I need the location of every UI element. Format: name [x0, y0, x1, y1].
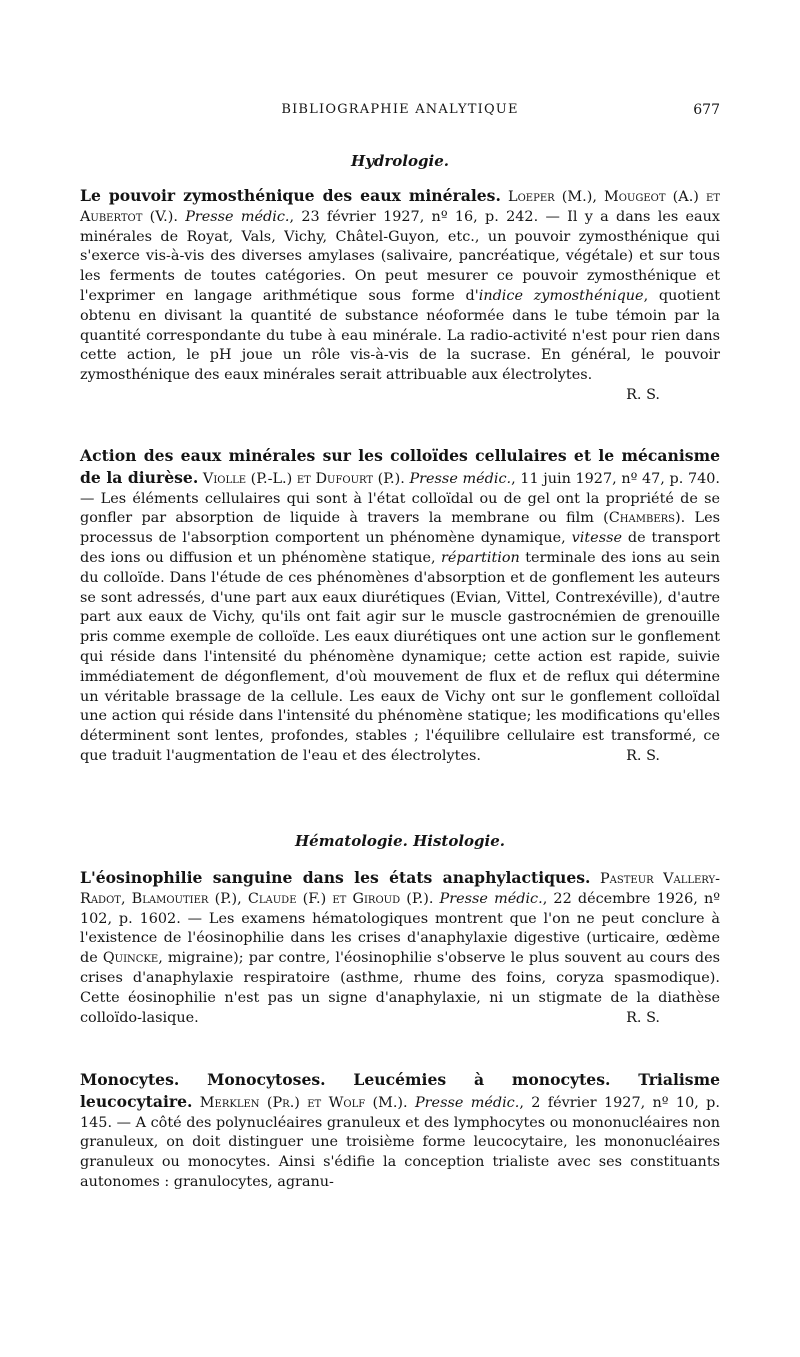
signature: R. S.	[626, 747, 660, 764]
article-title: Monocytes. Monocytoses. Leucémies à monocytes. Trialisme leucocytaire.	[80, 1070, 720, 1111]
citation: , 22 décembre 1926, nº 102, p. 1602.	[80, 890, 720, 927]
article-authors: Merklen (Pr.) et Wolf (M.).	[199, 1094, 408, 1111]
author-name: Quincke	[102, 950, 159, 967]
journal-name: Presse médic.	[185, 208, 290, 225]
article-text	[80, 868, 720, 1028]
section-heading-hematologie: Hématologie. Histologie.	[294, 832, 506, 850]
abstract-term: vitesse	[571, 530, 622, 547]
article-text	[80, 1070, 720, 1193]
article-eosinophilie	[80, 868, 720, 1028]
signature: R. S.	[626, 1009, 660, 1026]
citation: , 11 juin 1927, nº 47, p. 740.	[511, 470, 720, 487]
abstract-text: , migraine); par contre, l'éosinophilie s'observe le plus souvent au cours des crises d'anaphylaxie respiratoire (asthme, rhume des foins, coryza spasmodique). Cette éosinophilie n'est pas un signe d'anaphylaxie, ni un stigmate de la diathèse colloïdo-lasique.	[80, 950, 721, 1026]
page-header	[80, 102, 720, 126]
abstract-text: — A côté des polynucléaires granuleux et des lymphocytes ou mononucléaires non granuleux, on doit distinguer une troisième forme leucocytaire, les mononucléaires granuleux ou monocytes. Ainsi s'édifie la conception trialiste avec ses constituants autonomes : granulocytes, agranu-	[80, 1114, 720, 1190]
abstract-text: — Il y a dans les eaux minérales de Royat, Vals, Vichy, Châtel-Guyon, etc., un pouvoir zymosthénique qui s'exerce vis-à-vis des diverses amylases (salivaire, pancréatique, végétale) et sur tous les ferments de toutes catégories. On peut mesurer ce pouvoir zymosthénique et l'exprimer en langage arithmétique sous forme d'	[80, 208, 721, 304]
abstract-term: indice zymosthénique	[478, 287, 644, 304]
running-head: BIBLIOGRAPHIE ANALYTIQUE	[281, 102, 519, 117]
journal-name: Presse médic.	[439, 890, 543, 907]
abstract-term: répartition	[441, 549, 520, 566]
citation: , 23 février 1927, nº 16, p. 242.	[289, 208, 539, 225]
journal-name: Presse médic.	[414, 1094, 520, 1111]
article-title: Action des eaux minérales sur les colloïdes cellulaires et le mécanisme de la diurèse.	[80, 446, 720, 487]
abstract-text: de transport des ions ou diffusion et un phénomène statique,	[80, 530, 720, 566]
section-heading-hydrologie: Hydrologie.	[351, 152, 449, 170]
article-title: Le pouvoir zymosthénique des eaux minérales.	[80, 186, 501, 205]
article-zymosthenique	[80, 186, 720, 406]
article-monocytes	[80, 1070, 720, 1193]
abstract-text: , quotient obtenu en divisant la quantité de substance néoformée dans le tube témoin par la quantité correspondante du tube à eau minérale. La radio-activité n'est pour rien dans cette action, le pH joue un rôle vis-à-vis de la sucrase. En général, le pouvoir zymosthénique des eaux minérales serait attribuable aux électrolytes.	[80, 287, 720, 384]
author-name: Chambers	[608, 510, 676, 527]
article-authors: Pasteur Vallery-Radot, Blamoutier (P.), Claude (F.) et Giroud (P.).	[80, 871, 720, 907]
page-number: 677	[693, 102, 720, 118]
abstract-text: — Les éléments cellulaires qui sont à l'état colloïdal ou de gel ont la propriété de se gonfler par absorption de liquide à travers la membrane ou film (	[80, 490, 720, 527]
abstract-text: — Les examens hématologiques montrent que l'on ne peut conclure à l'existence de l'éosinophilie dans les crises d'anaphylaxie digestive (urticaire, œdème de	[80, 910, 720, 967]
signature: R. S.	[626, 386, 660, 403]
abstract-text: ). Les processus de l'absorption comportent un phénomène dynamique,	[80, 510, 720, 547]
citation: , 2 février 1927, nº 10, p. 145.	[80, 1094, 720, 1131]
article-text	[80, 446, 720, 767]
article-colloides	[80, 446, 720, 767]
journal-name: Presse médic.	[409, 470, 512, 487]
abstract-text: terminale des ions au sein du colloïde. Dans l'étude de ces phénomènes d'absorption et de gonflement les auteurs se sont adressés, d'une part aux eaux diurétiques (Evian, Vittel, Contrexéville), d'autre part aux eaux de Vichy, qu'ils ont fait agir sur le muscle gastrocnémien de grenouille pris comme exemple de colloïde. Les eaux diurétiques ont une action sur le gonflement qui réside dans l'intensité du phénomène dynamique; cette action est rapide, suivie immédiatement de dégonflement, d'où mouvement de flux et de reflux qui détermine un véritable brassage de la cellule. Les eaux de Vichy ont sur le gonflement colloïdal une action qui réside dans l'intensité du phénomène statique; les modifications qu'elles déterminent sont lentes, profondes, stables ; l'équilibre cellulaire est transformé, ce que traduit l'augmentation de l'eau et des électrolytes.	[80, 549, 720, 764]
article-authors: Loeper (M.), Mougeot (A.) et Aubertot (V.).	[80, 189, 720, 225]
article-title: L'éosinophilie sanguine dans les états anaphylactiques.	[80, 868, 591, 887]
article-authors: Violle (P.-L.) et Dufourt (P.).	[202, 470, 405, 487]
article-text	[80, 186, 720, 406]
